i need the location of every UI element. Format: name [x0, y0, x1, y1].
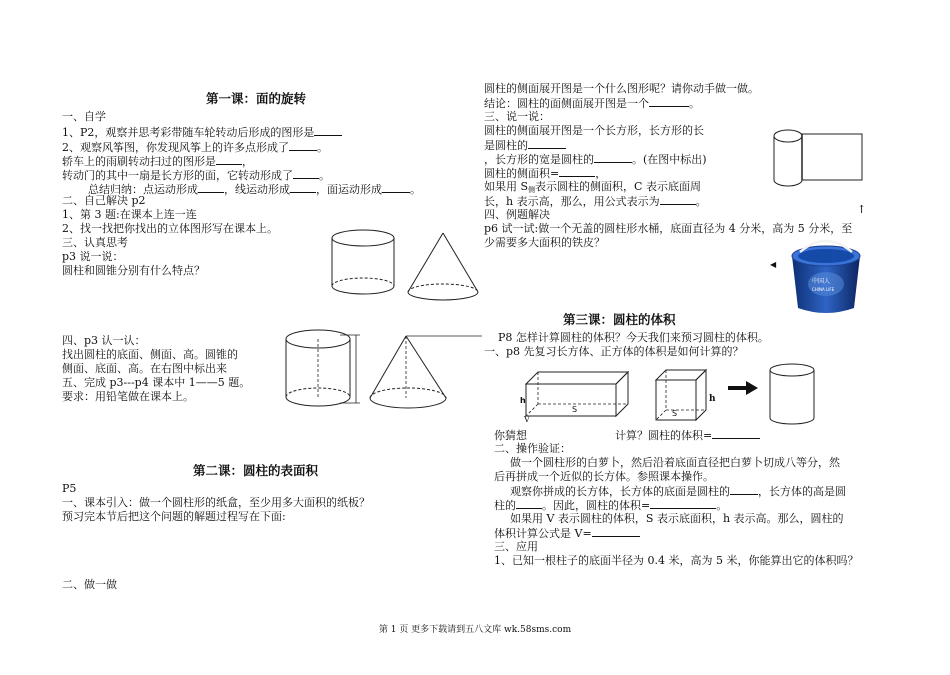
pointer-icon: ◀: [770, 260, 777, 269]
lesson2-title: 第二课：圆柱的表面积: [193, 463, 319, 478]
section-heading: 一、自学: [62, 110, 106, 123]
task-line: 找出圆柱的底面、侧面、高。圆锥的: [62, 348, 238, 361]
question-line: 一、p8 先复习长方体、正方体的体积是如何计算的？: [484, 345, 744, 358]
section-heading: 二、做一做: [62, 578, 117, 591]
up-arrow-icon: ↑: [857, 203, 867, 216]
cylinder-height-figure: [282, 325, 362, 415]
task-line: 要求：用铅笔做在课本上。: [62, 390, 194, 403]
volume-label: V: [524, 415, 530, 424]
svg-text:中国人: 中国人: [812, 278, 831, 285]
task-line: 侧面、底面、高。在右图中标出来: [62, 362, 227, 375]
section-heading: 四、例题解决: [484, 208, 550, 221]
question-line: 一、课本引入：做一个圆柱形的纸盒，至少用多大面积的纸板？: [62, 496, 370, 509]
cuboid-figure: [520, 368, 630, 428]
example-line: p6 试一试:做一个无盖的圆柱形水桶，底面直径为 4 分米，高为 5 分米，至: [484, 222, 853, 235]
text-line: 柱的 。因此，圆柱的体积= 。: [494, 499, 728, 512]
task-line: 2、找一找把你找出的立体图形写在课本上。: [62, 222, 278, 235]
example-line: 少需要多大面积的铁皮？: [484, 236, 605, 249]
text-line: 观察你拼成的长方体，长方体的底面是圆柱的 ，长方体的高是圆: [510, 485, 846, 498]
question-line: 转动门的其中一扇是长方形的面，它转动形成了 。: [62, 169, 330, 182]
section-heading: 二、自己解决 p2: [62, 194, 146, 207]
question-line: 1、已知一根柱子的底面半径为 0.4 米，高为 5 米，你能算出它的体积吗？: [494, 554, 859, 567]
cylinder-volume-figure: [766, 362, 826, 428]
cone-height-figure: [366, 328, 486, 423]
question-line: 圆柱的侧面展开图是一个什么图形呢？请你动手做一做。: [484, 82, 759, 95]
task-line: 预习完本节后把这个问题的解题过程写在下面:: [62, 510, 286, 523]
section-heading: 三、应用: [494, 540, 538, 553]
task-line: p3 说一说：: [62, 250, 124, 263]
cylinder-unroll-figure: [770, 122, 870, 202]
text-line: 如果用 V 表示圆柱的体积，S 表示底面积，h 表示高。那么，圆柱的: [510, 512, 844, 525]
svg-text:CHINA LIFE: CHINA LIFE: [812, 287, 835, 292]
formula-line: 体积计算公式是 V=: [494, 526, 640, 541]
lesson3-title: 第三课：圆柱的体积: [563, 312, 676, 327]
text-line: 是圆柱的: [484, 138, 566, 153]
cylinder-figure: [328, 228, 408, 308]
text-line: 如果用 S侧表示圆柱的侧面积，C 表示底面周: [484, 180, 701, 194]
cone-figure: [402, 230, 492, 310]
svg-text:S: S: [572, 405, 578, 414]
question-line: 2、观察风筝图，你发现风筝上的许多点形成了 。: [62, 141, 328, 154]
text-line: 长，h 表示高，那么，用公式表示为 。: [484, 195, 707, 208]
task-line: 1、第 3 题:在课本上连一连: [62, 208, 197, 221]
conclusion-line: 结论：圆柱的面侧面展开图是一个 。: [484, 97, 700, 110]
text-line: 圆柱的侧面展开图是一个长方形，长方形的长: [484, 124, 704, 137]
summary-line: 总结归纳：点运动形成 ，线运动形成 ，面运动形成 。: [88, 183, 421, 196]
lesson1-title: 第一课：面的旋转: [206, 91, 307, 106]
text-line: ，长方形的宽是圆柱的 。(在图中标出): [484, 153, 707, 166]
section-heading: 二、操作验证：: [494, 442, 571, 455]
cube-figure: [654, 366, 714, 426]
cube-height-label: h: [709, 394, 716, 404]
section-heading: 三、说一说：: [484, 110, 550, 123]
page-footer: 第 1 页 更多下载请到五八文库 wk.58sms.com: [378, 625, 572, 635]
question-line: 轿车上的雨刷转动扫过的图形是 ，: [62, 155, 253, 168]
text-line: 后再拼成一个近似的长方体。参照课本操作。: [494, 470, 714, 483]
right-arrow-icon: [726, 380, 760, 396]
page-ref: P5: [62, 482, 77, 495]
bucket-photo: [788, 238, 868, 318]
question-line: P8 怎样计算圆柱的体积？今天我们来预习圆柱的体积。: [498, 331, 769, 344]
svg-text:h: h: [520, 396, 526, 405]
text-line: 做一个圆柱形的白萝卜，然后沿着底面直径把白萝卜切成八等分，然: [510, 456, 840, 469]
svg-text:S: S: [672, 409, 678, 418]
section-heading: 四、p3 认一认：: [62, 334, 146, 347]
question-line: 1、P2，观察并思考彩带随车轮转动后形成的图形是: [62, 125, 342, 140]
text-line: 圆柱的侧面积= ，: [484, 167, 607, 180]
section-heading: 三、认真思考: [62, 236, 128, 249]
question-line: 圆柱和圆锥分别有什么特点？: [62, 264, 205, 277]
task-line: 五、完成 p3---p4 课本中 1——5 题。: [62, 376, 251, 389]
guess-line: 你猜想 计算？圆柱的体积=: [494, 428, 760, 443]
